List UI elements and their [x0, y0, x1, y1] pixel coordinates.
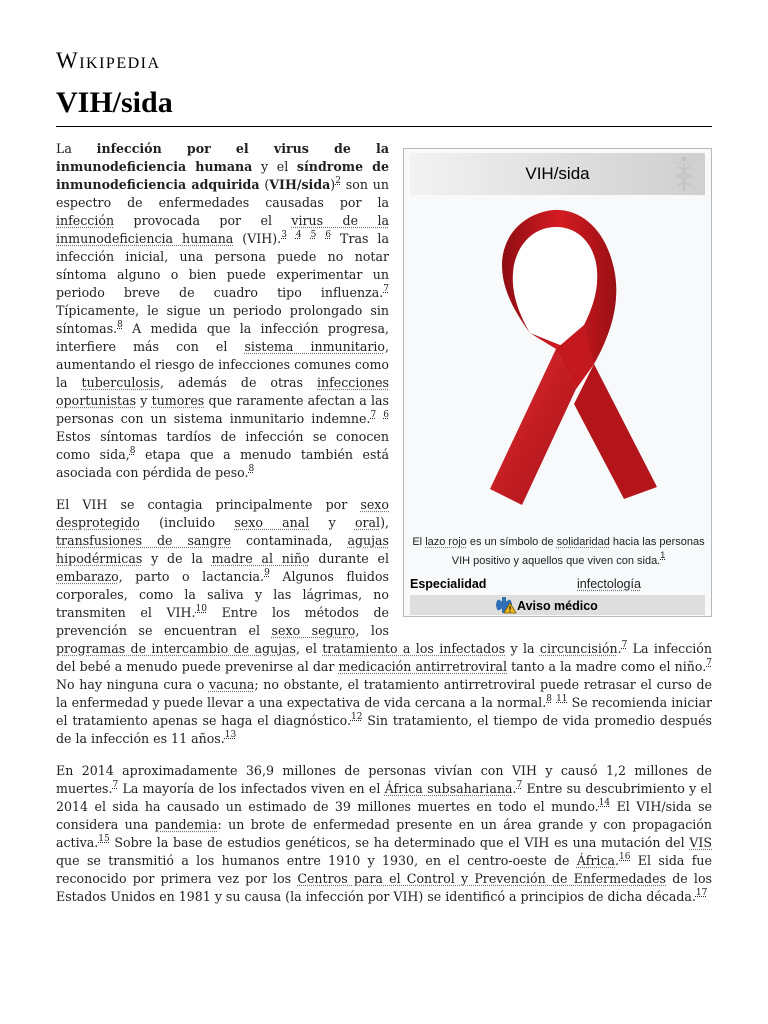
- text-run: Tras la infección inicial, una persona puede no notar síntoma alguno o bien puede experimentar un periodo breve de cuadro tipo influenza.: [56, 231, 389, 300]
- reference-link[interactable]: 7: [516, 780, 523, 790]
- reference-link[interactable]: 8: [248, 464, 255, 474]
- reference-link[interactable]: 7: [706, 658, 713, 668]
- text-run: A medida que la infección progresa, interfiere más con el: [56, 321, 389, 354]
- text-run: , los: [355, 623, 390, 638]
- reference-link[interactable]: 15: [98, 834, 110, 844]
- reference-link[interactable]: 5: [310, 230, 317, 240]
- text-run: Estos síntomas tardíos de infección se conocen como sida,: [56, 429, 389, 462]
- text-run: .: [615, 853, 620, 868]
- infobox: [403, 148, 712, 617]
- text-run: En 2014 aproximadamente 36,9 millones de personas vivían con VIH y causó 1,2 millones de muertes.: [56, 763, 712, 796]
- text-run: Se recomienda iniciar el tratamiento apenas se haga el diagnóstico.: [56, 695, 712, 728]
- text-run: (: [259, 177, 270, 192]
- article-link[interactable]: sexo anal: [234, 515, 310, 530]
- article-link[interactable]: embarazo: [56, 569, 119, 584]
- reference-link[interactable]: 11: [556, 694, 568, 704]
- text-run: y la: [505, 641, 540, 656]
- text-run: Típicamente, le sigue un periodo prolongado sin síntomas.: [56, 303, 389, 336]
- reference-link[interactable]: 4: [295, 230, 302, 240]
- text-run: Sobre la base de estudios genéticos, se ha determinado que el VIH es una mutación del: [109, 835, 690, 850]
- text-run: El VIH/sida se considera una: [56, 799, 712, 832]
- caduceus-icon: [669, 155, 699, 193]
- reference-link[interactable]: 6: [325, 230, 332, 240]
- text-run: y: [309, 515, 355, 530]
- text-run: y: [136, 393, 152, 408]
- title-divider: [56, 126, 712, 127]
- text-run: La infección del bebé a menudo puede prevenirse al dar: [56, 641, 712, 674]
- article-link[interactable]: sexo seguro: [271, 623, 356, 638]
- text-run: (VIH).: [233, 231, 282, 246]
- article-link[interactable]: África subsahariana: [384, 781, 513, 796]
- article-link[interactable]: transfusiones de sangre: [56, 533, 232, 548]
- infobox-row-specialty: [410, 575, 705, 593]
- medical-notice-label: Aviso médico: [517, 599, 598, 613]
- reference-link[interactable]: 1: [660, 550, 666, 560]
- article-link[interactable]: tuberculosis: [81, 375, 160, 390]
- text-run: Entre los métodos de prevención se encuentran el: [56, 605, 389, 638]
- text-run: El VIH se contagia principalmente por: [56, 497, 361, 512]
- article-link[interactable]: tratamiento a los infectados: [322, 641, 506, 656]
- bold-term: infección por el virus de la inmunodeficiencia humana: [56, 141, 389, 174]
- infobox-row-key: Especialidad: [410, 577, 487, 591]
- text-run: son un espectro de enfermedades causadas por la: [56, 177, 390, 210]
- article-link[interactable]: vacuna: [208, 677, 255, 692]
- wikipedia-wordmark[interactable]: [56, 48, 161, 74]
- article-link[interactable]: medicación antirretroviral: [338, 659, 508, 674]
- text-run: provocada por el: [114, 213, 292, 228]
- text-run: La: [56, 141, 97, 156]
- text-run: , parto o lactancia.: [118, 569, 265, 584]
- article-link[interactable]: pandemia: [154, 817, 218, 832]
- text-run: [316, 231, 325, 246]
- reference-link[interactable]: 7: [621, 640, 628, 650]
- reference-link[interactable]: 7: [112, 780, 119, 790]
- article-link[interactable]: oral: [354, 515, 381, 530]
- reference-link[interactable]: 7: [370, 410, 377, 420]
- text-run: que se transmitió a los humanos entre 1910 y 1930, en el centro-oeste de: [56, 853, 577, 868]
- article-link[interactable]: infecciones oportunistas: [56, 375, 389, 408]
- page-title: VIH/sida: [56, 86, 173, 119]
- text-run: Entre su descubrimiento y el 2014 el sida ha causado un estimado de 39 millones muertes en todo el mundo.: [56, 781, 712, 814]
- article-link[interactable]: agujas hipodérmicas: [56, 533, 389, 566]
- text-run: que raramente afectan a las personas con un sistema inmunitario indemne.: [56, 393, 389, 426]
- text-run: (incluido: [139, 515, 235, 530]
- text-run: Algunos fluidos corporales, como la saliva y las lágrimas, no transmiten el VIH.: [56, 569, 389, 620]
- reference-link[interactable]: 8: [129, 446, 136, 456]
- reference-link[interactable]: 8: [117, 320, 123, 330]
- text-run: de los Estados Unidos en 1981 y su causa (la infección por VIH) se identificó a principios de dicha década.: [56, 871, 712, 904]
- text-run: , aumentando el riesgo de infecciones comunes como la: [56, 339, 389, 390]
- paragraph-3: [56, 762, 712, 906]
- article-body: [56, 140, 712, 920]
- text-run: ),: [380, 515, 389, 530]
- reference-link[interactable]: 10: [195, 604, 207, 614]
- red-ribbon-image[interactable]: [444, 199, 674, 529]
- reference-link[interactable]: 12: [350, 712, 363, 722]
- bold-term: síndrome de inmunodeficiencia adquirida: [56, 159, 389, 192]
- text-run: y de la: [142, 551, 212, 566]
- link-infectologia[interactable]: infectología: [577, 577, 641, 591]
- reference-link[interactable]: 9: [264, 568, 270, 578]
- text-run: Sin tratamiento, el tiempo de vida promedio después de la infección es 11 años.: [56, 713, 712, 746]
- infobox-title: VIH/sida: [525, 164, 590, 183]
- reference-link[interactable]: 8: [546, 694, 552, 704]
- article-link[interactable]: circuncisión: [539, 641, 618, 656]
- text-run: : un brote de enfermedad presente en un área grande y con propagación activa.: [56, 817, 712, 850]
- article-link[interactable]: virus de la inmunodeficiencia humana: [56, 213, 390, 246]
- text-run: ): [330, 177, 336, 192]
- medical-notice-bar[interactable]: [410, 595, 705, 615]
- article-link[interactable]: infección: [56, 213, 115, 228]
- text-run: ; no obstante, el tratamiento antirretroviral puede retrasar el curso de la enfermedad y puede llevar a una expectativa de vida cercana a la normal.: [56, 677, 712, 710]
- article-link[interactable]: sistema inmunitario: [244, 339, 385, 354]
- bold-term: VIH/sida: [269, 177, 331, 192]
- link-lazo-rojo[interactable]: lazo rojo: [425, 536, 467, 548]
- infobox-caption: El lazo rojo es un símbolo de solidaridad hacia las personas VIH positivo y aquellos que viven con sida.$^1$: [412, 536, 705, 567]
- link-solidaridad[interactable]: solidaridad: [556, 536, 610, 548]
- wordmark-text: Wikipedia: [56, 48, 161, 73]
- infobox-header: [410, 153, 705, 195]
- article-link[interactable]: tumores: [151, 393, 205, 408]
- text-run: La mayoría de los infectados viven en el: [118, 781, 385, 796]
- text-run: .: [617, 641, 622, 656]
- text-run: contaminada,: [231, 533, 348, 548]
- text-run: durante el: [309, 551, 389, 566]
- article-link[interactable]: VIS: [689, 835, 712, 850]
- reference-link[interactable]: 17: [695, 888, 708, 898]
- article-link[interactable]: África: [576, 853, 615, 868]
- text-run: , además de otras: [159, 375, 317, 390]
- reference-link[interactable]: 3: [281, 230, 287, 240]
- text-run: [302, 231, 311, 246]
- text-run: No hay ninguna cura o: [56, 677, 209, 692]
- article-link[interactable]: Centros para el Control y Prevención de Enfermedades: [297, 871, 667, 886]
- reference-link[interactable]: 2: [335, 176, 341, 186]
- text-run: [287, 231, 296, 246]
- article-link[interactable]: madre al niño: [211, 551, 310, 566]
- text-run: etapa que a menudo también está asociada con pérdida de peso.: [56, 447, 390, 480]
- reference-link[interactable]: 14: [598, 798, 611, 808]
- reference-link[interactable]: 13: [224, 730, 237, 740]
- medical-star-warning-icon: [495, 596, 517, 614]
- reference-link[interactable]: 16: [619, 852, 631, 862]
- text-run: .: [512, 781, 517, 796]
- reference-link[interactable]: 7: [383, 284, 389, 294]
- reference-link[interactable]: 6: [383, 410, 389, 420]
- text-run: , el: [296, 641, 323, 656]
- article-link[interactable]: sexo desprotegido: [56, 497, 389, 530]
- text-run: El sida fue reconocido por primera vez por los: [56, 853, 712, 886]
- text-run: y el: [252, 159, 297, 174]
- text-run: tanto a la madre como el niño.: [507, 659, 707, 674]
- article-link[interactable]: programas de intercambio de agujas: [56, 641, 297, 656]
